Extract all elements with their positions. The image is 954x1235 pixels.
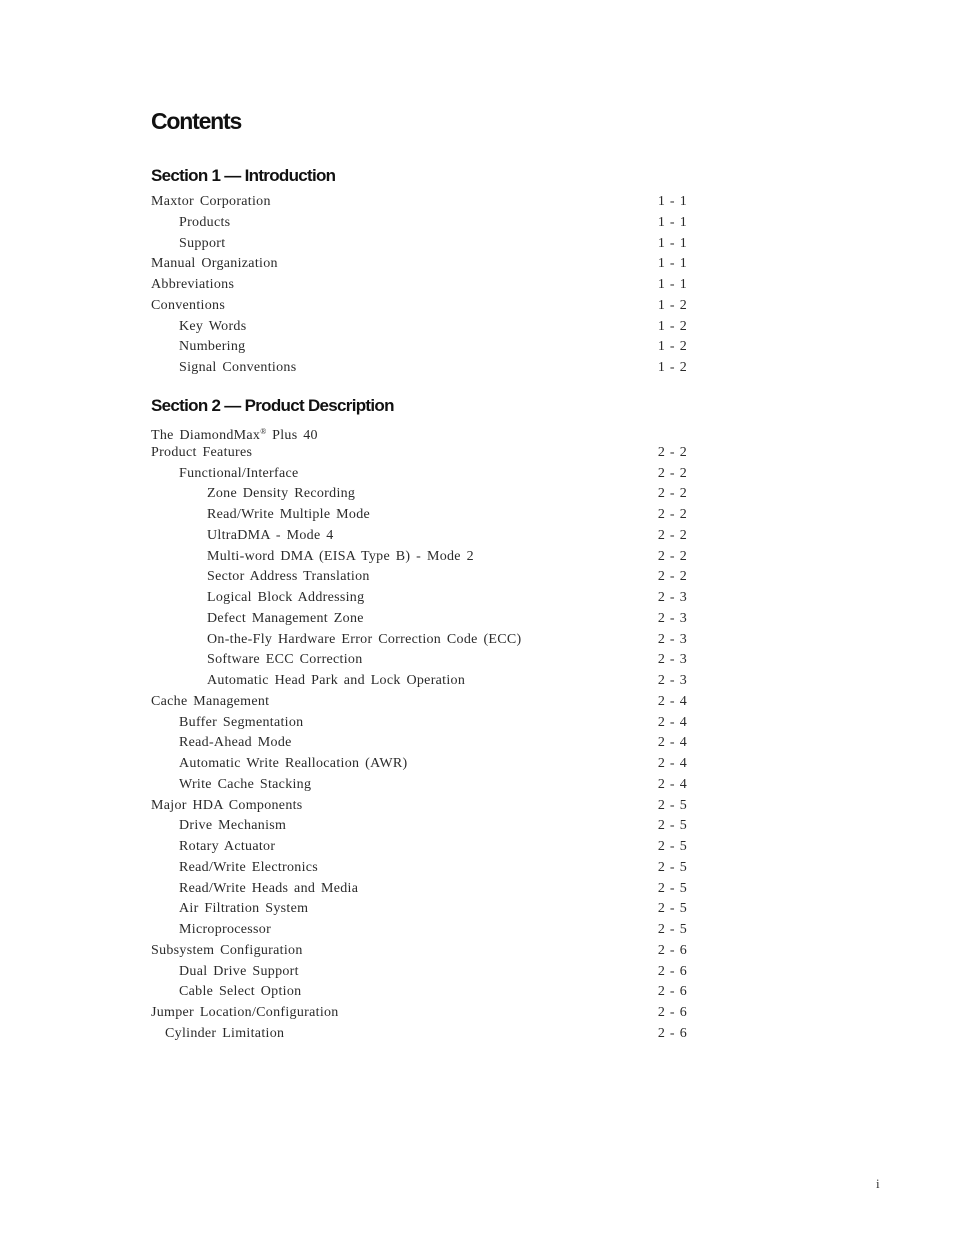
toc-entry[interactable] (151, 1003, 687, 1024)
toc-entry[interactable] (151, 796, 687, 817)
toc-entry[interactable] (151, 1024, 687, 1045)
toc-entry-label (207, 526, 334, 547)
toc-entry[interactable] (151, 588, 687, 609)
toc-entry-text: Jumper Location/Configuration (151, 1005, 339, 1020)
toc-entry-page-number: 2 - 5 (657, 859, 687, 875)
section-1-heading: Section 1 — Introduction (151, 166, 336, 185)
toc-entry-label (179, 920, 271, 941)
toc-entry[interactable] (151, 505, 687, 526)
toc-entry-label (179, 899, 308, 920)
toc-entry-text: Air Filtration System (179, 901, 309, 917)
toc-entry-page-number: 1 - 2 (657, 339, 687, 355)
toc-entry-page-number: 1 - 1 (657, 277, 687, 292)
toc-entry-label (179, 358, 296, 379)
toc-entry[interactable] (151, 609, 687, 630)
toc-entry-label (151, 1003, 339, 1024)
toc-entry-page-number: 2 - 3 (657, 631, 687, 647)
toc-entry-label (207, 567, 370, 588)
toc-entry-page-number: 2 - 2 (657, 465, 687, 481)
toc-entry[interactable] (151, 547, 687, 568)
toc-entry-text: Maxtor Corporation (151, 194, 271, 209)
toc-entry-label (151, 941, 303, 962)
toc-entry-page-number: 2 - 5 (657, 797, 687, 813)
toc-entry-text: Support (179, 235, 226, 251)
toc-entry-text: Read/Write Electronics (179, 859, 319, 875)
toc-entry-page-number: 1 - 1 (657, 194, 687, 209)
toc-entry-text: Sector Address Translation (207, 569, 370, 585)
toc-entry-label (151, 254, 278, 275)
toc-entry-label (151, 275, 234, 296)
toc-entry[interactable] (151, 962, 687, 983)
registered-trademark-mark: ® (260, 427, 267, 436)
toc-entry-page-number: 2 - 2 (657, 486, 687, 502)
toc-entry-label (179, 982, 301, 1003)
toc-entry-label (207, 547, 474, 568)
toc-entry-page-number: 2 - 4 (657, 735, 687, 751)
toc-entry[interactable] (151, 837, 687, 858)
toc-entry-text: Product Features (151, 444, 253, 460)
toc-entry-text: Signal Conventions (179, 360, 297, 375)
toc-entry-text: Cache Management (151, 693, 270, 709)
toc-entry-label (151, 796, 303, 817)
toc-entry-text: Drive Mechanism (179, 818, 287, 834)
toc-entry[interactable] (151, 920, 687, 941)
section-2-heading: Section 2 — Product Description (151, 396, 394, 415)
toc-entry-text: Defect Management Zone (207, 610, 364, 626)
toc-entry-text: Abbreviations (151, 277, 235, 292)
toc-entry[interactable] (151, 358, 687, 379)
toc-entry-page-number: 2 - 2 (657, 507, 687, 522)
toc-entry[interactable] (151, 650, 687, 671)
toc-entry-page-number: 2 - 2 (657, 548, 687, 564)
toc-entry-text: Microprocessor (179, 922, 272, 937)
toc-entry-text: Multi-word DMA (EISA Type B) - Mode 2 (207, 548, 474, 564)
toc-entry-page-number: 2 - 5 (657, 922, 687, 937)
toc-entry[interactable] (151, 443, 687, 464)
toc-entry-text: Products (179, 214, 231, 230)
toc-entry-label (207, 650, 363, 671)
toc-entry-label (179, 733, 292, 754)
toc-entry-text: UltraDMA - Mode 4 (207, 527, 334, 543)
toc-entry-text: Subsystem Configuration (151, 942, 303, 958)
toc-entry-page-number: 1 - 1 (657, 256, 687, 272)
toc-entry-text: Key Words (179, 318, 247, 334)
section-2-toc-list (151, 422, 687, 1045)
toc-entry-text: Zone Density Recording (207, 486, 356, 502)
toc-entry-label (179, 337, 245, 358)
toc-entry-page-number: 2 - 3 (657, 652, 687, 668)
toc-entry-page-number: 2 - 4 (657, 776, 687, 792)
toc-entry-page-number: 2 - 3 (657, 673, 687, 688)
toc-entry-text: Buffer Segmentation (179, 714, 304, 730)
toc-entry[interactable] (151, 337, 687, 358)
toc-entry[interactable] (151, 982, 687, 1003)
toc-entry[interactable] (151, 713, 687, 734)
toc-entry-text: Write Cache Stacking (179, 776, 312, 792)
toc-entry[interactable] (151, 899, 687, 920)
toc-entry-page-number: 2 - 5 (657, 839, 687, 854)
toc-entry-text: Cable Select Option (179, 984, 302, 1000)
toc-entry[interactable] (151, 567, 687, 588)
toc-entry-label (151, 296, 225, 317)
toc-entry-page-number: 1 - 2 (657, 360, 687, 375)
toc-entry-page-number: 2 - 6 (657, 984, 687, 1000)
toc-entry-text: Automatic Write Reallocation (AWR) (179, 756, 408, 771)
toc-entry-page-number: 2 - 6 (657, 942, 687, 958)
toc-entry-text: Read-Ahead Mode (179, 735, 292, 751)
toc-entry[interactable] (151, 192, 687, 213)
toc-entry-label (207, 671, 465, 692)
toc-entry-page-number: 2 - 4 (657, 693, 687, 709)
toc-entry-text: Functional/Interface (179, 465, 299, 481)
toc-entry-text: Rotary Actuator (179, 839, 276, 854)
toc-entry-page-number: 1 - 1 (657, 235, 687, 251)
toc-entry[interactable] (151, 484, 687, 505)
toc-entry-label (179, 962, 299, 983)
toc-entry-label (207, 630, 522, 651)
toc-entry[interactable] (151, 296, 687, 317)
toc-entry-label (179, 754, 407, 775)
toc-entry-page-number: 2 - 2 (657, 569, 687, 585)
toc-entry[interactable] (151, 733, 687, 754)
toc-entry[interactable] (151, 213, 687, 234)
toc-entry-label (207, 609, 364, 630)
toc-entry-text: Logical Block Addressing (207, 590, 365, 605)
toc-entry-page-number: 1 - 2 (657, 297, 687, 313)
toc-entry[interactable] (151, 671, 687, 692)
toc-entry-text-suffix: Plus 40 (266, 428, 318, 443)
toc-entry[interactable] (151, 879, 687, 900)
toc-entry-text: On-the-Fly Hardware Error Correction Code (ECC) (207, 631, 522, 647)
toc-entry-text: Cylinder Limitation (165, 1025, 285, 1041)
toc-entry-page-number: 2 - 5 (657, 901, 687, 917)
toc-entry-page-number: 2 - 6 (657, 1005, 687, 1020)
toc-entry-text: Read/Write Multiple Mode (207, 507, 371, 522)
toc-entry[interactable] (151, 775, 687, 796)
toc-entry[interactable] (151, 464, 687, 485)
toc-entry-label (179, 879, 358, 900)
toc-entry-text: Automatic Head Park and Lock Operation (207, 673, 466, 688)
toc-entry-page-number: 2 - 5 (657, 880, 687, 896)
toc-entry-label (165, 1024, 284, 1045)
toc-entry-page-number: 1 - 2 (657, 318, 687, 334)
toc-entry[interactable] (151, 422, 687, 443)
toc-entry-label (179, 816, 286, 837)
page-number: i (876, 1176, 880, 1191)
toc-entry-page-number: 1 - 1 (657, 214, 687, 230)
toc-entry[interactable] (151, 254, 687, 275)
toc-entry-page-number: 2 - 6 (657, 1025, 687, 1041)
toc-entry-page-number: 2 - 2 (657, 444, 687, 460)
toc-entry-label (207, 505, 370, 526)
toc-entry[interactable] (151, 317, 687, 338)
toc-entry-label (179, 713, 303, 734)
toc-entry-page-number: 2 - 4 (657, 756, 687, 771)
toc-entry-label (207, 588, 364, 609)
toc-entry-label (151, 192, 271, 213)
toc-entry-page-number: 2 - 5 (657, 818, 687, 834)
toc-entry-text: Numbering (179, 339, 246, 355)
toc-entry[interactable] (151, 275, 687, 296)
toc-entry-page-number: 2 - 3 (657, 590, 687, 605)
toc-entry[interactable] (151, 816, 687, 837)
toc-entry-label (179, 213, 230, 234)
toc-entry[interactable] (151, 858, 687, 879)
page-title: Contents (151, 108, 242, 134)
toc-entry-page-number: 2 - 4 (657, 714, 687, 730)
toc-entry-text: Major HDA Components (151, 797, 303, 813)
toc-entry-text: Software ECC Correction (207, 652, 363, 668)
toc-entry[interactable] (151, 234, 687, 255)
toc-entry-label (179, 464, 299, 485)
toc-entry-page-number: 2 - 3 (657, 610, 687, 626)
toc-entry-label (179, 317, 246, 338)
toc-entry-label (151, 443, 252, 464)
toc-entry-label (179, 775, 311, 796)
toc-entry-page-number: 2 - 2 (657, 527, 687, 543)
toc-entry-text: Read/Write Heads and Media (179, 880, 359, 896)
toc-entry-label (179, 858, 318, 879)
toc-entry[interactable] (151, 754, 687, 775)
toc-entry-label (179, 837, 275, 858)
toc-entry-label (151, 692, 269, 713)
toc-entry-page-number: 2 - 6 (657, 963, 687, 979)
toc-entry-text: Dual Drive Support (179, 963, 299, 979)
toc-entry[interactable] (151, 630, 687, 651)
toc-entry-text: Conventions (151, 297, 226, 313)
toc-entry[interactable] (151, 692, 687, 713)
section-1-toc-list (151, 192, 687, 379)
toc-entry-text: Manual Organization (151, 256, 278, 272)
toc-entry-label (179, 234, 225, 255)
toc-entry-label (207, 484, 355, 505)
toc-entry[interactable] (151, 526, 687, 547)
toc-entry[interactable] (151, 941, 687, 962)
toc-entry-text: The DiamondMax (151, 428, 261, 443)
